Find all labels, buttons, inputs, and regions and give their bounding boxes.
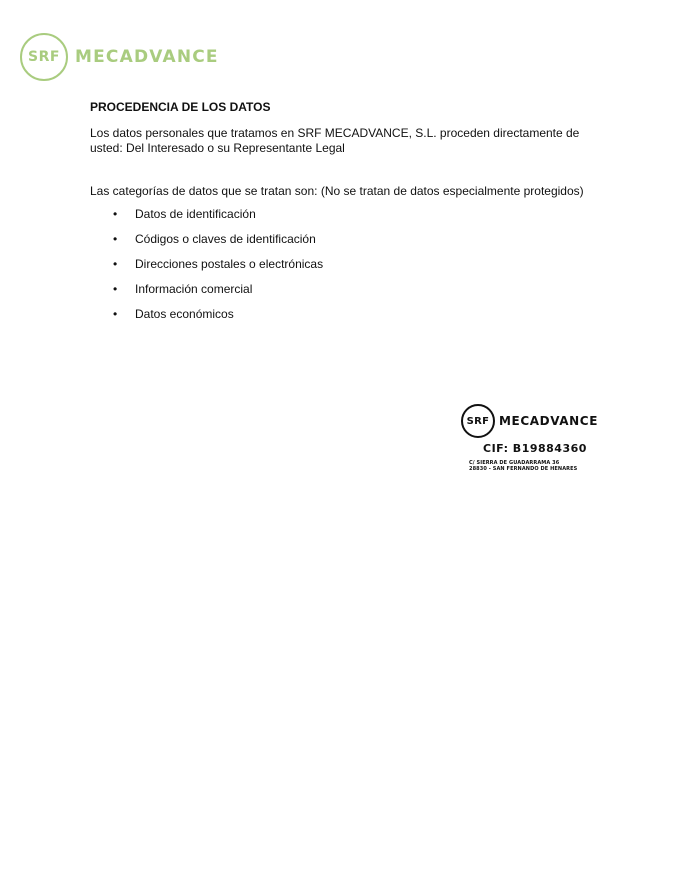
list-item-text: Datos de identificación [135,207,256,221]
logo-wordmark: MECADVANCE [75,47,219,67]
stamp-address-line-2: 28830 - SAN FERNANDO DE HENARES [469,466,578,472]
company-logo [20,31,219,83]
bullet-icon: • [113,232,118,246]
stamp-logo [461,404,601,438]
document-body [90,100,590,332]
stamp-address-line-1: C/ SIERRA DE GUADARRAMA 36 [469,460,560,466]
list-item-text: Códigos o claves de identificación [135,232,316,246]
list-item [90,307,590,332]
stamp-monogram: SRF [466,415,490,427]
list-item-text: Datos económicos [135,307,234,321]
company-stamp [461,404,601,472]
stamp-cif: CIF: B19884360 [483,442,587,455]
list-item [90,232,590,257]
list-item-text: Información comercial [135,282,253,296]
logo-monogram: SRF [28,49,60,65]
bullet-icon: • [113,257,118,271]
stamp-circle-emblem [461,404,495,438]
list-item [90,257,590,282]
paragraph-line-1: Los datos personales que tratamos en SRF MECADVANCE, S.L. proceden directamente de [90,126,580,140]
section-heading: PROCEDENCIA DE LOS DATOS [90,100,271,114]
categories-intro: Las categorías de datos que se tratan son: (No se tratan de datos especialmente protegidos) [90,184,584,198]
bullet-icon: • [113,282,118,296]
list-item-text: Direcciones postales o electrónicas [135,257,324,271]
list-item [90,282,590,307]
stamp-wordmark: MECADVANCE [499,414,598,428]
logo-circle-emblem [20,33,68,81]
data-categories-list [90,207,590,332]
data-origin-paragraph [90,126,590,156]
paragraph-line-2: usted: Del Interesado o su Representante Legal [90,141,345,155]
bullet-icon: • [113,207,118,221]
list-item [90,207,590,232]
bullet-icon: • [113,307,118,321]
stamp-address [469,460,601,472]
